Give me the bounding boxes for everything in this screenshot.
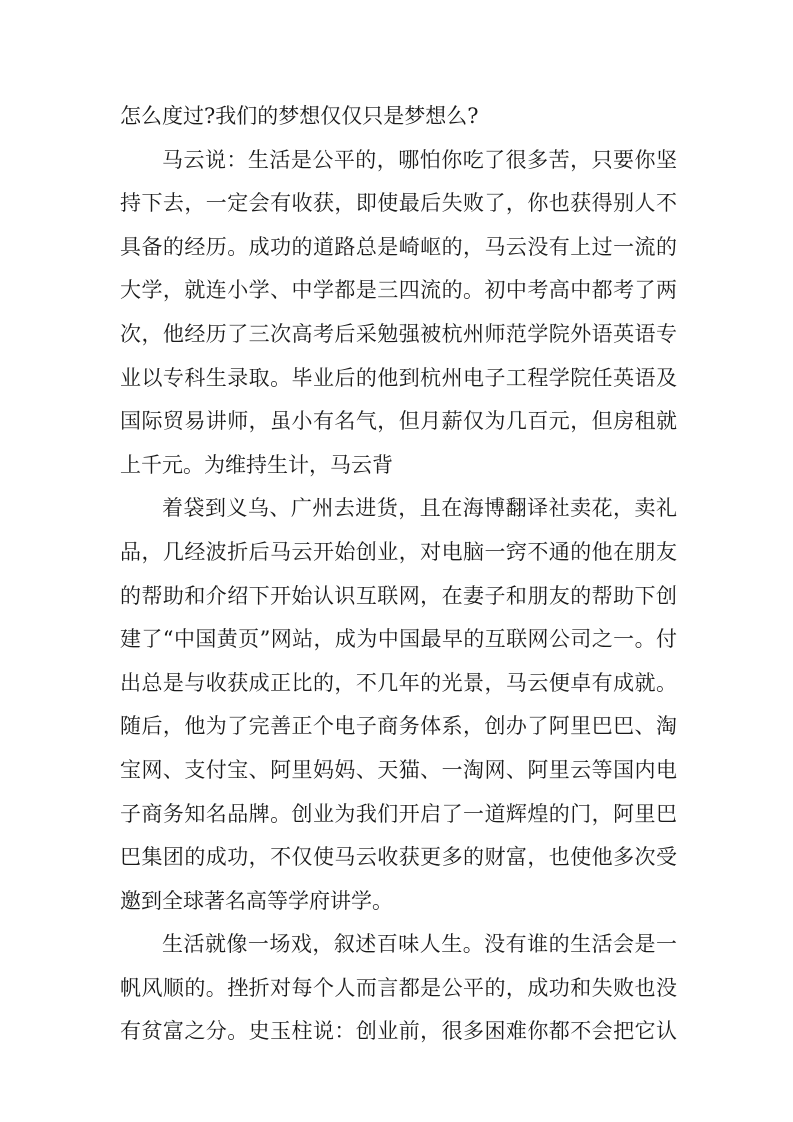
text-line: 的帮助和介绍下开始认识互联网，在妻子和朋友的帮助下创 [120,583,677,608]
text-line: 有贫富之分。史玉柱说：创业前，很多困难你都不会把它认 [120,1019,677,1044]
text-line: 持下去，一定会有收获，即使最后失败了，你也获得别人不 [120,191,677,216]
paragraph-first-line: 生活就像一场戏，叙述百味人生。没有谁的生活会是一 [162,932,677,957]
text-line: 次，他经历了三次高考后采勉强被杭州师范学院外语英语专 [120,321,677,346]
text-line: 具备的经历。成功的道路总是崎岖的，马云没有上过一流的 [120,234,677,259]
text-line: 子商务知名品牌。创业为我们开启了一道辉煌的门，阿里巴 [120,801,677,826]
text-line: 大学，就连小学、中学都是三四流的。初中考高中都考了两 [120,278,677,303]
paragraph-first-line: 着袋到义乌、广州去进货，且在海博翻译社卖花，卖礼 [162,496,677,521]
text-line: 出总是与收获成正比的，不几年的光景，马云便卓有成就。 [120,670,677,695]
text-line: 随后，他为了完善正个电子商务体系，创办了阿里巴巴、淘 [120,714,677,739]
text-line: 国际贸易讲师，虽小有名气，但月薪仅为几百元，但房租就 [120,409,677,434]
text-line: 怎么度过?我们的梦想仅仅只是梦想么? [120,104,479,128]
text-line: 邀到全球著名高等学府讲学。 [120,888,393,913]
text-line: 宝网、支付宝、阿里妈妈、天猫、一淘网、阿里云等国内电 [120,757,677,782]
text-line: 建了“中国黄页”网站，成为中国最早的互联网公司之一。付 [120,627,677,652]
paragraph-first-line: 马云说：生活是公平的，哪怕你吃了很多苦，只要你坚 [162,147,677,172]
text-line: 上千元。为维持生计，马云背 [120,452,393,477]
text-line: 业以专科生录取。毕业后的他到杭州电子工程学院任英语及 [120,365,677,390]
document-page [120,95,677,1054]
text-line: 巴集团的成功，不仅使马云收获更多的财富，也使他多次受 [120,845,677,870]
text-line: 品，几经波折后马云开始创业，对电脑一窍不通的他在朋友 [120,539,677,564]
text-line: 帆风顺的。挫折对每个人而言都是公平的，成功和失败也没 [120,975,677,1000]
